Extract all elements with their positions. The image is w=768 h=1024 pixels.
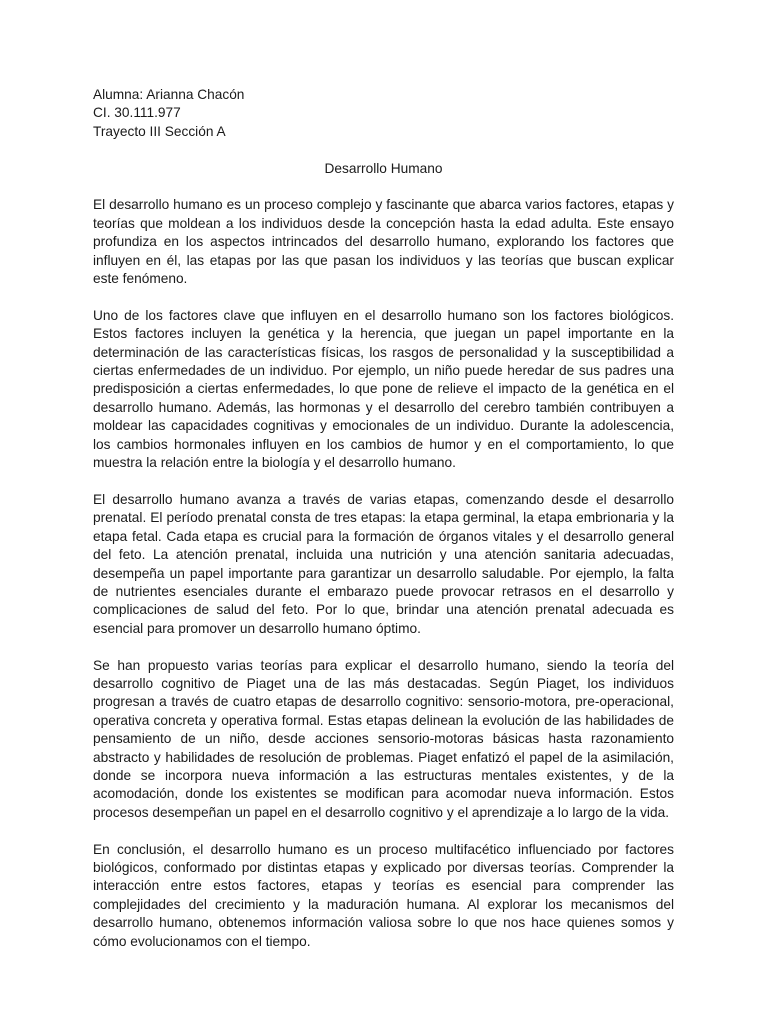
paragraph-piaget-theory: Se han propuesto varias teorías para explicar el desarrollo humano, siendo la teoría del desarrollo cognitivo de Piaget una de las más destacadas. Según Piaget, los individuos progresan a través de cuatro etapas de desarrollo cognitivo: sensorio-motora, pre-operacional, operativa concreta y operativa formal. Estas etapas delinean la evolución de las habilidades de pensamiento de un niño, desde acciones sensorio-motoras básicas hasta razonamiento abstracto y habilidades de resolución de problemas. Piaget enfatizó el papel de la asimilación, donde se incorpora nueva información a las estructuras mentales existentes, y de la acomodación, donde los existentes se modifican para acomodar nueva información. Estos procesos desempeñan un papel en el desarrollo cognitivo y el aprendizaje a lo largo de la vida. [93,657,674,820]
student-name: Alumna: Arianna Chacón [93,87,245,102]
student-section: Trayecto III Sección A [93,123,226,139]
paragraph-conclusion: En conclusión, el desarrollo humano es un proceso multifacético influenciado por factores biológicos, conformado por distintas etapas y explicado por diversas teorías. Comprender la interacción entre estos factores, etapas y teorías es esencial para comprender las complejidades del crecimiento y la maduración humana. Al explorar los mecanismos del desarrollo humano, obtenemos información valiosa sobre lo que nos hace quienes somos y cómo evolucionamos con el tiempo. [93,841,674,949]
document-body [93,86,674,951]
student-id: CI. 30.111.977 [93,105,181,121]
document-title: Desarrollo Humano [324,160,443,176]
paragraph-prenatal-stages: El desarrollo humano avanza a través de varias etapas, comenzando desde el desarrollo prenatal. El período prenatal consta de tres etapas: la etapa germinal, la etapa embrionaria y la etapa fetal. Cada etapa es crucial para la formación de órganos vitales y el desarrollo general del feto. La atención prenatal, incluida una nutrición y una atención sanitaria adecuadas, desempeña un papel importante para garantizar un desarrollo saludable. Por ejemplo, la falta de nutrientes esenciales durante el embarazo puede provocar retrasos en el desarrollo y complicaciones de salud del feto. Por lo que, brindar una atención prenatal adecuada es esencial para promover un desarrollo humano óptimo. [93,491,674,636]
paragraph-introduction: El desarrollo humano es un proceso complejo y fascinante que abarca varios factores, etapas y teorías que moldean a los individuos desde la concepción hasta la edad adulta. Este ensayo profundiza en los aspectos intrincados del desarrollo humano, explorando los factores que influyen en él, las etapas por las que pasan los individuos y las teorías que buscan explicar este fenómeno. [93,197,674,287]
paragraph-biological-factors: Uno de los factores clave que influyen en el desarrollo humano son los factores biológicos. Estos factores incluyen la genética y la herencia, que juegan un papel importante en la determinación de las características físicas, los rasgos de personalidad y la susceptibilidad a ciertas enfermedades de un individuo. Por ejemplo, un niño puede heredar de sus padres una predisposición a ciertas enfermedades, lo que pone de relieve el impacto de la genética en el desarrollo humano. Además, las hormonas y el desarrollo del cerebro también contribuyen a moldear las capacidades cognitivas y emocionales de un individuo. Durante la adolescencia, los cambios hormonales influyen en los cambios de humor y en el comportamiento, lo que muestra la relación entre la biología y el desarrollo humano. [93,307,674,471]
